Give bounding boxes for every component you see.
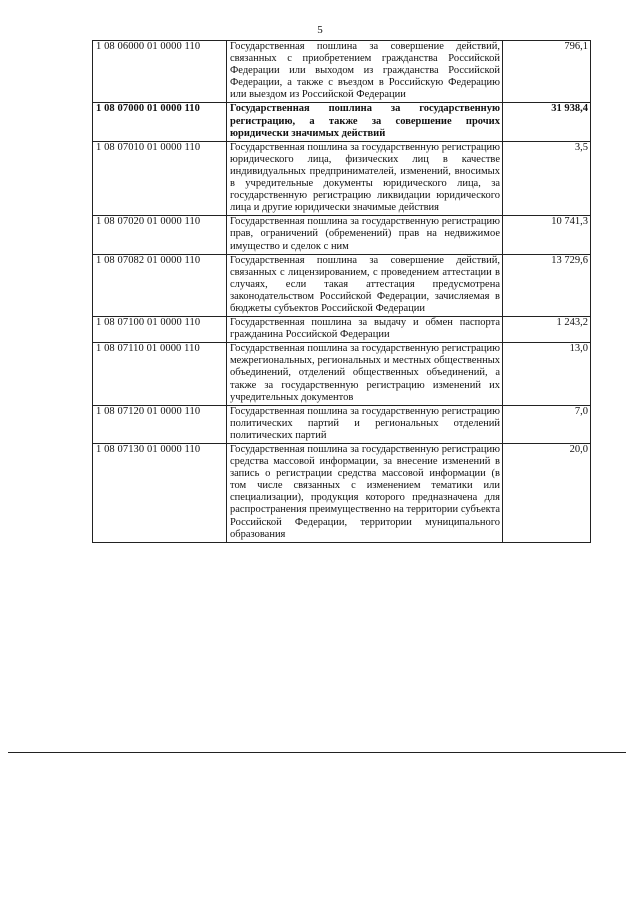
amount-cell: 20,0 xyxy=(503,444,591,543)
revenue-name-cell: Государственная пошлина за государственную регистрацию, а также за совершение прочих юридически значимых действий xyxy=(227,103,503,141)
table-row xyxy=(93,343,591,405)
budget-code-cell: 1 08 07110 01 0000 110 xyxy=(93,343,227,405)
table-row xyxy=(93,141,591,216)
budget-code-cell: 1 08 07082 01 0000 110 xyxy=(93,254,227,316)
budget-code-cell: 1 08 07100 01 0000 110 xyxy=(93,317,227,343)
amount-cell: 10 741,3 xyxy=(503,216,591,254)
budget-code-cell: 1 08 06000 01 0000 110 xyxy=(93,41,227,103)
revenue-name-cell: Государственная пошлина за совершение действий, связанных с лицензированием, с проведением аттестации в случаях, если такая аттестация предусмотрена законодательством Российской Федерации, зачисляемая в бюджеты субъектов Российской Федерации xyxy=(227,254,503,316)
table-row-total xyxy=(93,103,591,141)
amount-cell: 31 938,4 xyxy=(503,103,591,141)
budget-code-cell: 1 08 07010 01 0000 110 xyxy=(93,141,227,216)
revenue-name-cell: Государственная пошлина за выдачу и обмен паспорта гражданина Российской Федерации xyxy=(227,317,503,343)
footer-divider xyxy=(8,752,626,753)
amount-cell: 1 243,2 xyxy=(503,317,591,343)
page-number: 5 xyxy=(317,24,323,36)
amount-cell: 796,1 xyxy=(503,41,591,103)
revenue-name-cell: Государственная пошлина за государственную регистрацию юридического лица, физических лиц в качестве индивидуальных предпринимателей, изменений, вносимых в учредительные документы юридического лица, за государственную регистрацию ликвидации юридического лица и другие юридически значимые действия xyxy=(227,141,503,216)
revenue-table-body xyxy=(93,41,591,543)
revenue-name-cell: Государственная пошлина за государственную регистрацию политических партий и региональных отделений политических партий xyxy=(227,405,503,443)
revenue-name-cell: Государственная пошлина за совершение действий, связанных с приобретением гражданства Российской Федерации или выходом из гражданства Российской Федерации, а также с въездом в Российскую Федерацию или выездом из Российской Федерации xyxy=(227,41,503,103)
budget-code-cell: 1 08 07020 01 0000 110 xyxy=(93,216,227,254)
table-row xyxy=(93,216,591,254)
amount-cell: 7,0 xyxy=(503,405,591,443)
table-row xyxy=(93,317,591,343)
budget-code-cell: 1 08 07000 01 0000 110 xyxy=(93,103,227,141)
budget-code-cell: 1 08 07130 01 0000 110 xyxy=(93,444,227,543)
revenue-name-cell: Государственная пошлина за государственную регистрацию прав, ограничений (обременений) прав на недвижимое имущество и сделок с ним xyxy=(227,216,503,254)
table-row xyxy=(93,41,591,103)
amount-cell: 13,0 xyxy=(503,343,591,405)
budget-code-cell: 1 08 07120 01 0000 110 xyxy=(93,405,227,443)
revenue-name-cell: Государственная пошлина за государственную регистрацию межрегиональных, региональных и местных общественных объединений, отделений общественных объединений, а также за государственную регистрацию изменений их учредительных документов xyxy=(227,343,503,405)
amount-cell: 3,5 xyxy=(503,141,591,216)
table-row xyxy=(93,444,591,543)
revenue-table xyxy=(92,40,591,543)
table-row xyxy=(93,405,591,443)
table-row xyxy=(93,254,591,316)
amount-cell: 13 729,6 xyxy=(503,254,591,316)
revenue-name-cell: Государственная пошлина за государственную регистрацию средства массовой информации, за внесение изменений в запись о регистрации средства массовой информации (в том числе связанных с изменением тематики или специализации), продукция которого предназначена для распространения преимущественно на территории субъекта Российской Федерации, территории муниципального образования xyxy=(227,444,503,543)
